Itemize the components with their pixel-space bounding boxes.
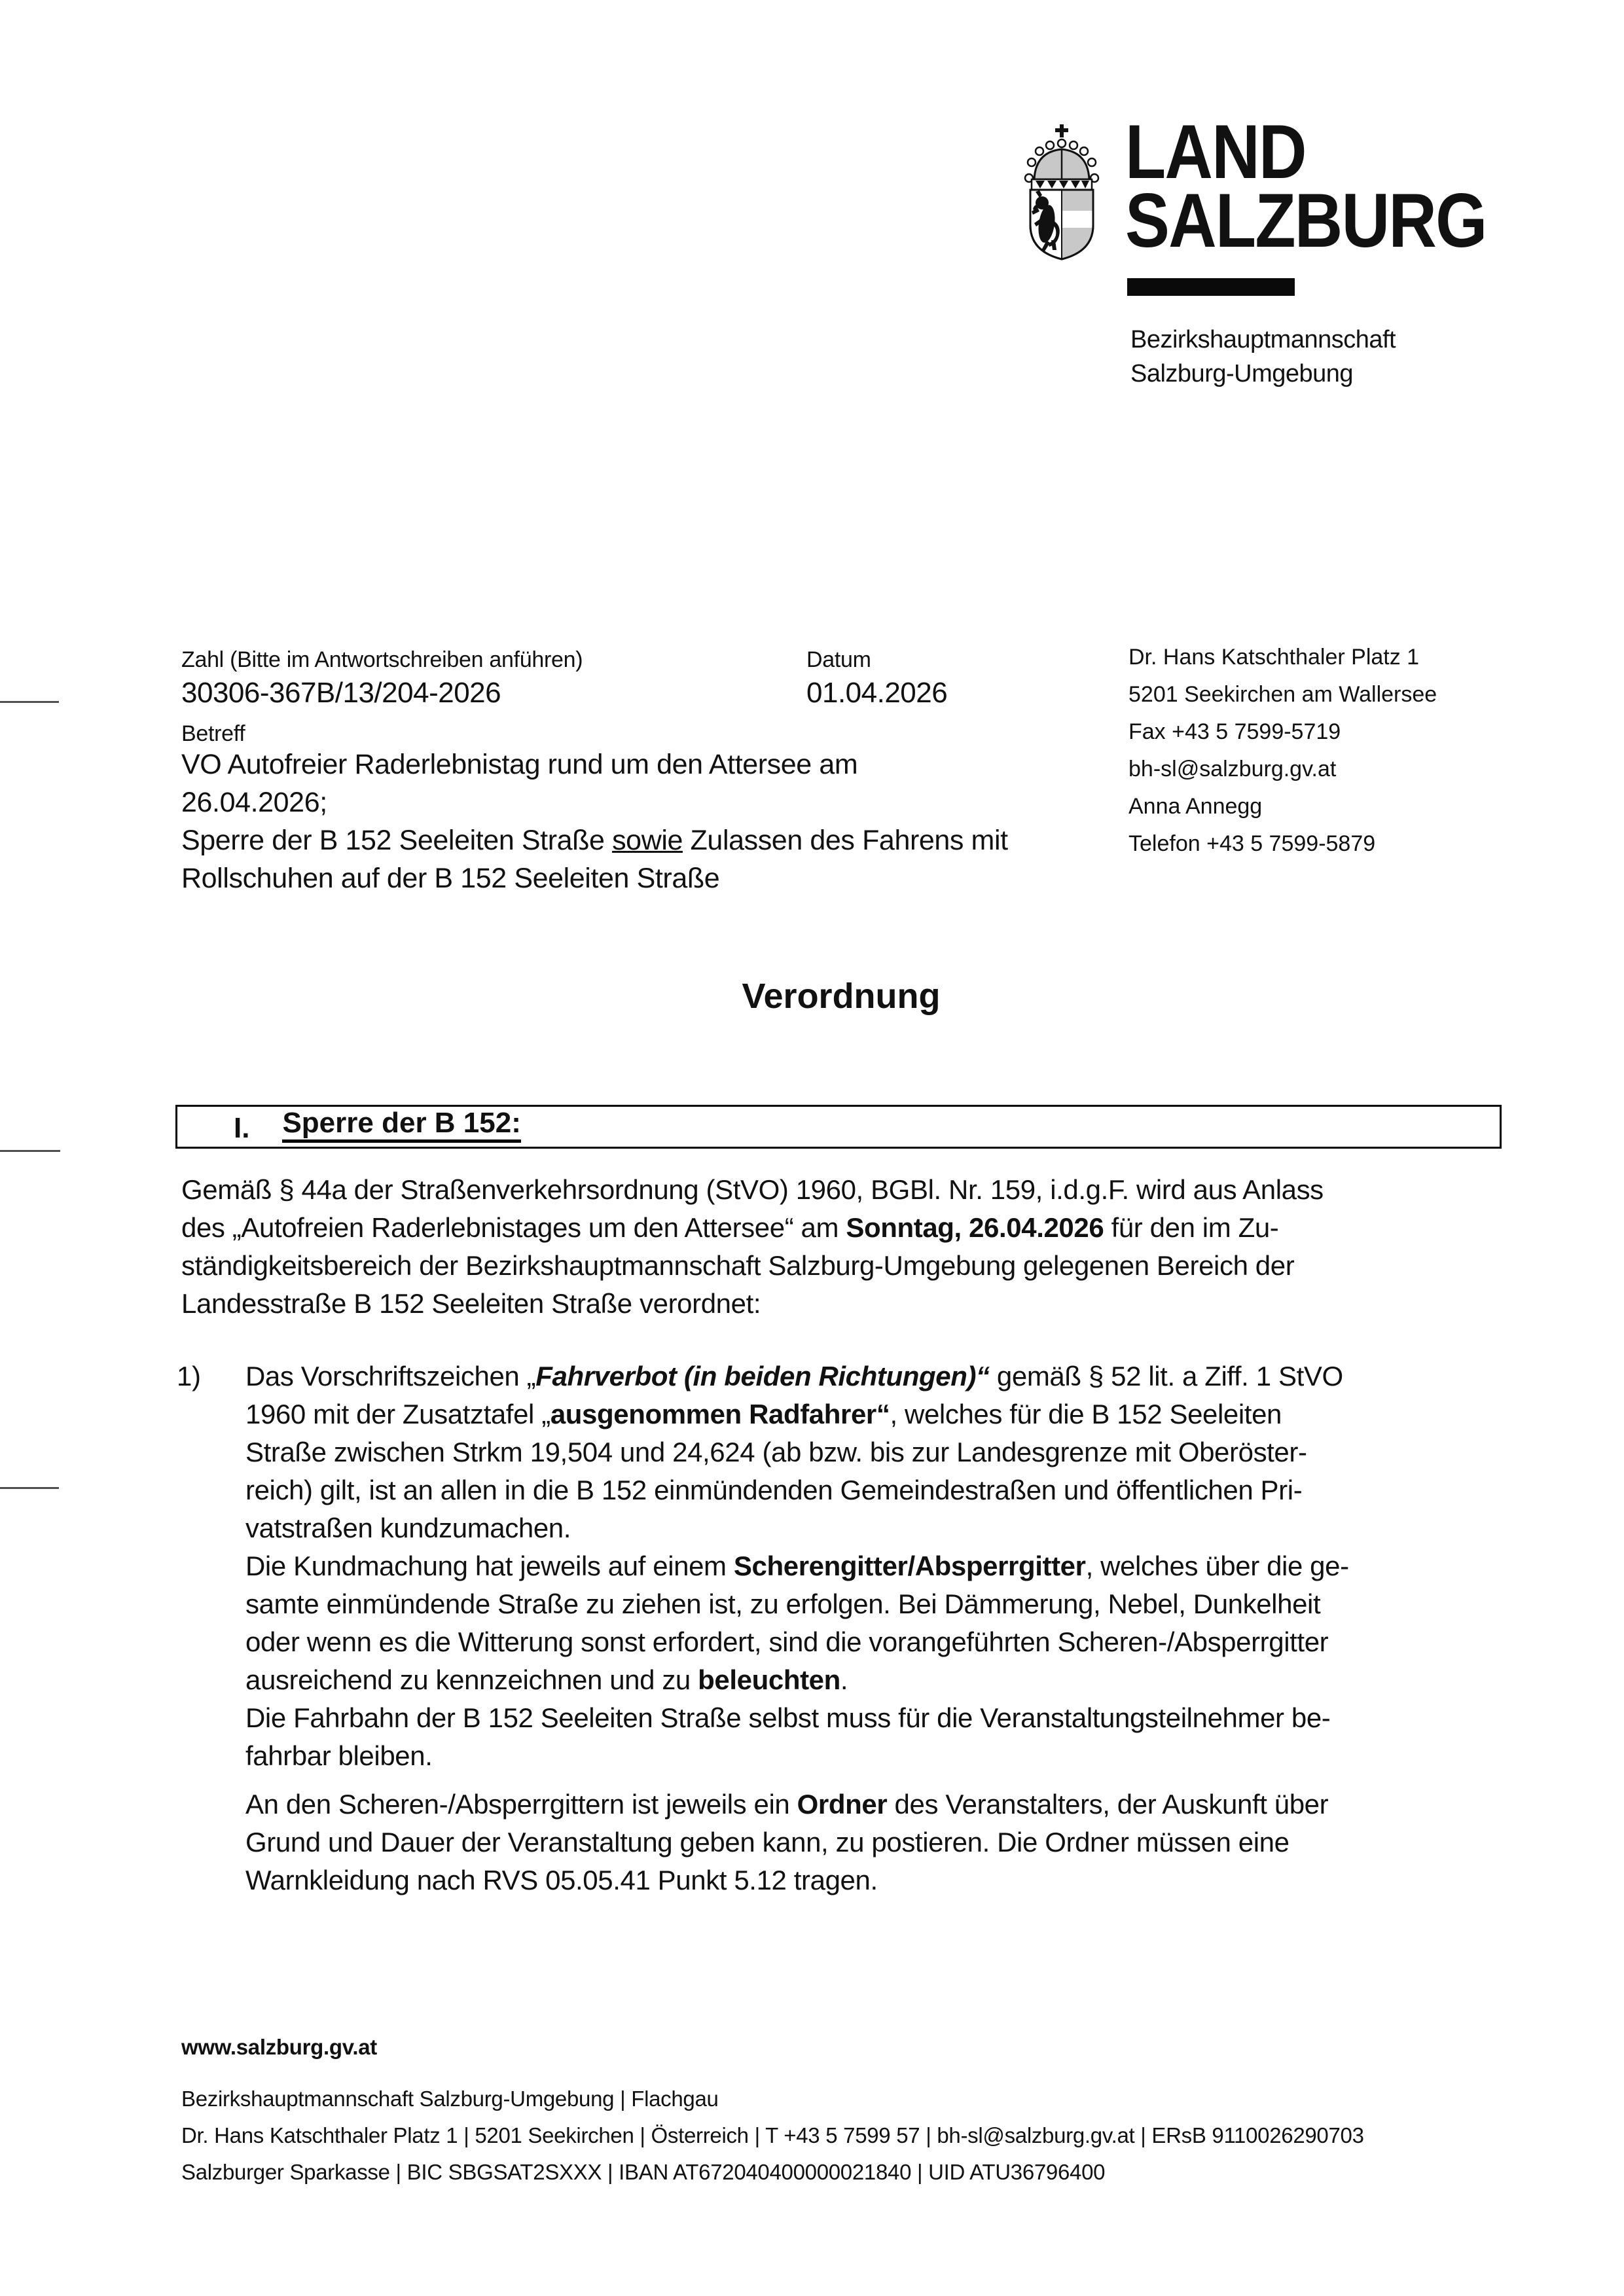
section-1-heading: Sperre der B 152: xyxy=(282,1109,520,1143)
contact-street: Dr. Hans Katschthaler Platz 1 xyxy=(1128,645,1420,670)
item-1-number: 1) xyxy=(177,1361,201,1391)
contact-phone: Telefon +43 5 7599-5879 xyxy=(1128,831,1376,856)
betreff-text: VO Autofreier Raderlebnistag rund um den Attersee am 26.04.2026; Sperre der B 152 Seeleiten Straße sowie Zulassen des Fahrens mit Rollschuhen auf der B 152 Seeleiten Straße xyxy=(181,749,1008,894)
footer-address-line: Dr. Hans Katschthaler Platz 1 | 5201 Seekirchen | Österreich | T +43 5 7599 57 | bh-sl@salzburg.gv.at | ERsB 9110026290703 xyxy=(181,2123,1364,2147)
contact-fax: Fax +43 5 7599-5719 xyxy=(1128,719,1341,744)
contact-city: 5201 Seekirchen am Wallersee xyxy=(1128,682,1437,707)
office-name-line1: Bezirkshauptmannschaft xyxy=(1130,326,1396,353)
contact-person: Anna Annegg xyxy=(1128,794,1263,819)
section-1-number: I. xyxy=(234,1112,250,1144)
logo-black-bar xyxy=(1127,278,1295,296)
item-1-ordner-paragraph: An den Scheren-/Absperrgittern ist jeweils ein Ordner des Veranstalters, der Auskunft über Grund und Dauer der Veranstaltung geben kann, zu postieren. Die Ordner müssen eine Warnkleidung nach RVS 05.05.41 Punkt 5.12 tragen. xyxy=(245,1789,1329,1895)
contact-email: bh-sl@salzburg.gv.at xyxy=(1128,757,1337,781)
fold-mark-bottom xyxy=(0,1487,59,1489)
footer-office-line: Bezirkshauptmannschaft Salzburg-Umgebung | Flachgau xyxy=(181,2087,719,2111)
fold-mark-middle xyxy=(0,1150,60,1152)
item-1-paragraphs: Das Vorschriftszeichen „Fahrverbot (in beiden Richtungen)“ gemäß § 52 lit. a Ziff. 1 StVO 1960 mit der Zusatztafel „ausgenommen Radfahrer“, welches für die B 152 Seeleiten Straße zwischen Strkm 19,504 und 24,624 (ab bzw. bis zur Landesgrenze mit Oberöster- reich) gilt, ist an allen in die B 152 einmündenden Gemeindestraßen und öffentlichen Pri- vatstraßen kundzumachen. Die Kundmachung hat jeweils auf einem Scherengitter/Absperrgitter, welches über die ge- samte einmündende Straße zu ziehen ist, zu erfolgen. Bei Dämmerung, Nebel, Dunkelheit oder wenn es die Witterung sonst erfordert, sind die vorangeführten Scheren-/Absperrgitter ausreichend zu kennzeichnen und zu beleuchten. Die Fahrbahn der B 152 Seeleiten Straße selbst muss für die Veranstaltungsteilnehmer be- fahrbar bleiben. xyxy=(245,1361,1349,1771)
contact-block xyxy=(1128,639,1437,863)
intro-paragraph: Gemäß § 44a der Straßenverkehrsordnung (StVO) 1960, BGBl. Nr. 159, i.d.g.F. wird aus Anlass des „Autofreien Raderlebnistages um den Attersee“ am Sonntag, 26.04.2026 für den im Zu- ständigkeitsbereich der Bezirkshauptmannschaft Salzburg-Umgebung gelegenen Bereich der Landesstraße B 152 Seeleiten Straße verordnet: xyxy=(181,1174,1324,1319)
section-1-box xyxy=(175,1105,1502,1149)
document-title: Verordnung xyxy=(742,977,941,1016)
datum-value: 01.04.2026 xyxy=(806,677,948,709)
zahl-value: 30306-367B/13/204-2026 xyxy=(181,677,501,709)
datum-label: Datum xyxy=(806,647,871,672)
office-name-line2: Salzburg-Umgebung xyxy=(1130,360,1354,387)
logo-line-salzburg: SALZBURG xyxy=(1125,177,1487,263)
footer-website: www.salzburg.gv.at xyxy=(181,2035,377,2059)
betreff-label: Betreff xyxy=(181,721,245,746)
footer-bank-line: Salzburger Sparkasse | BIC SBGSAT2SXXX | IBAN AT672040400000021840 | UID ATU36796400 xyxy=(181,2160,1106,2184)
fold-mark-top xyxy=(0,701,59,703)
zahl-label: Zahl (Bitte im Antwortschreiben anführen) xyxy=(181,647,583,672)
logo-line-land: LAND xyxy=(1125,109,1306,194)
salzburg-coat-of-arms-icon xyxy=(1013,122,1110,262)
logo-wordmark xyxy=(1125,109,1487,263)
